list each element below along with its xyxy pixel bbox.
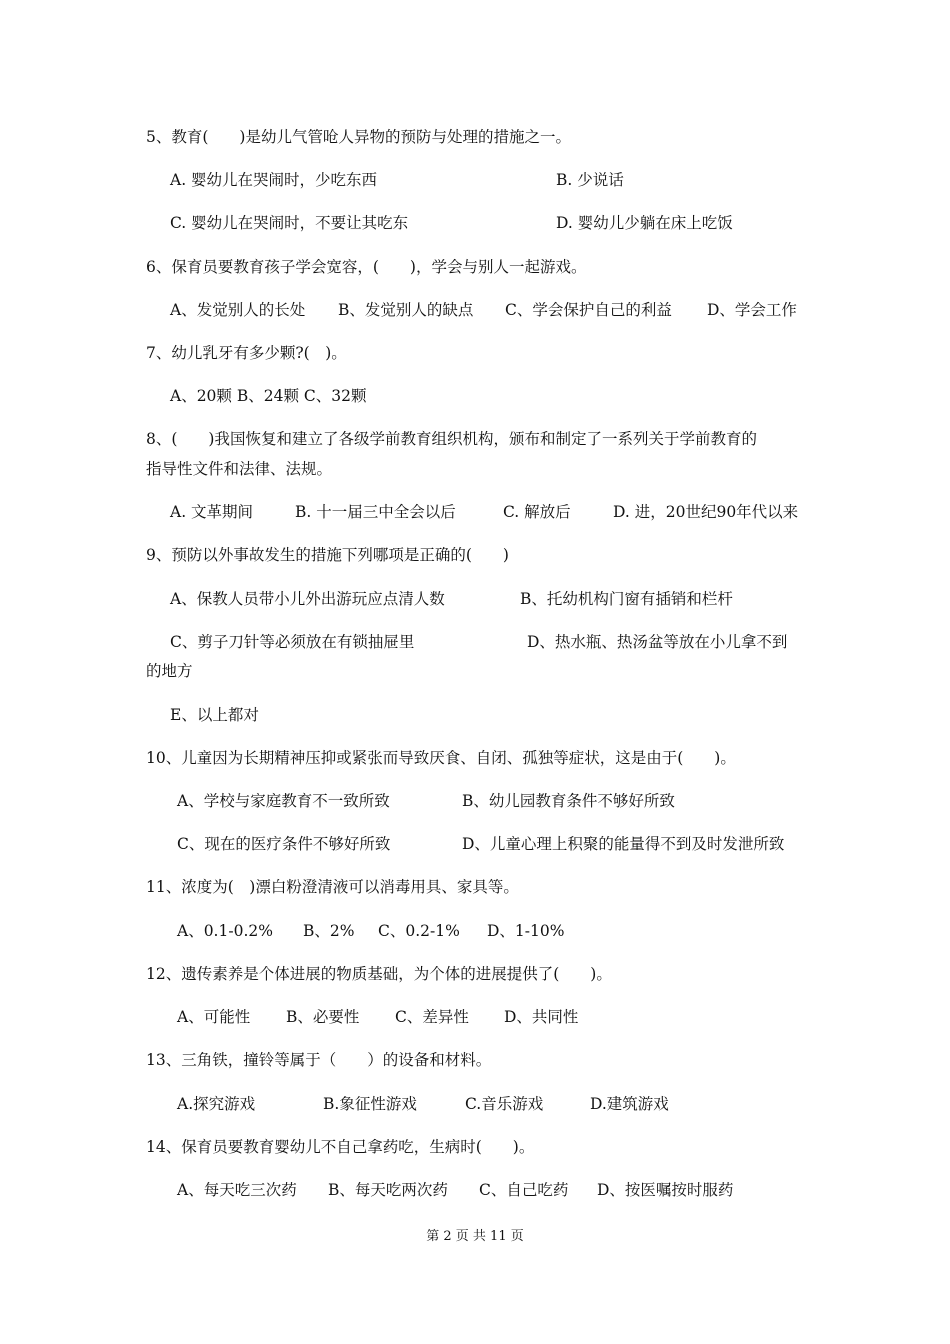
question-5-option-c: C. 婴幼儿在哭闹时，不要让其吃东 — [170, 214, 409, 232]
question-9-option-b: B、托幼机构门窗有插销和栏杆 — [520, 590, 733, 608]
question-10-stem: 10、儿童因为长期精神压抑或紧张而导致厌食、自闭、孤独等症状，这是由于( )。 — [146, 749, 736, 767]
question-14-option-b: B、每天吃两次药 — [328, 1181, 448, 1199]
question-8-option-a: A. 文革期间 — [170, 503, 254, 521]
question-14-option-a: A、每天吃三次药 — [177, 1181, 297, 1199]
question-10-option-c: C、现在的医疗条件不够好所致 — [177, 835, 391, 853]
question-9-stem: 9、预防以外事故发生的措施下列哪项是正确的( ) — [146, 546, 509, 564]
question-7-options: A、20颗 B、24颗 C、32颗 — [170, 387, 367, 405]
question-9-option-e: E、以上都对 — [170, 706, 259, 724]
question-8-stem-line-1: 8、( )我国恢复和建立了各级学前教育组织机构，颁布和制定了一系列关于学前教育的 — [146, 430, 757, 448]
question-5-option-b: B. 少说话 — [556, 171, 624, 189]
question-6-stem: 6、保育员要教育孩子学会宽容，( )，学会与别人一起游戏。 — [146, 258, 587, 276]
question-11-option-a: A、0.1-0.2% — [177, 922, 273, 940]
question-7-stem: 7、幼儿乳牙有多少颗?( )。 — [146, 344, 347, 362]
question-12-stem: 12、遗传素养是个体进展的物质基础，为个体的进展提供了( )。 — [146, 965, 612, 983]
question-12-option-c: C、差异性 — [395, 1008, 469, 1026]
question-8-option-d: D. 进，20世纪90年代以来 — [613, 503, 799, 521]
question-14-stem: 14、保育员要教育婴幼儿不自己拿药吃，生病时( )。 — [146, 1138, 535, 1156]
question-13-option-d: D.建筑游戏 — [590, 1095, 669, 1113]
question-6-option-a: A、发觉别人的长处 — [170, 301, 306, 319]
question-5-stem: 5、教育( )是幼儿气管呛人异物的预防与处理的措施之一。 — [146, 128, 571, 146]
question-12-option-a: A、可能性 — [177, 1008, 251, 1026]
page-number-footer: 第 2 页 共 11 页 — [426, 1229, 524, 1244]
question-14-option-c: C、自己吃药 — [479, 1181, 569, 1199]
question-11-option-d: D、1-10% — [487, 922, 565, 940]
question-13-stem: 13、三角铁，撞铃等属于（ ）的设备和材料。 — [146, 1051, 492, 1069]
question-6-option-b: B、发觉别人的缺点 — [338, 301, 474, 319]
question-6-option-c: C、学会保护自己的利益 — [505, 301, 672, 319]
question-11-stem: 11、浓度为( )漂白粉澄清液可以消毒用具、家具等。 — [146, 878, 519, 896]
question-13-option-b: B.象征性游戏 — [323, 1095, 417, 1113]
question-12-option-b: B、必要性 — [286, 1008, 360, 1026]
question-5-option-d: D. 婴幼儿少躺在床上吃饭 — [556, 214, 733, 232]
question-14-option-d: D、按医嘱按时服药 — [597, 1181, 734, 1199]
question-11-option-c: C、0.2-1% — [378, 922, 460, 940]
question-13-option-a: A.探究游戏 — [177, 1095, 256, 1113]
question-9-option-d-wrap: 的地方 — [146, 662, 193, 680]
question-8-option-c: C. 解放后 — [503, 503, 571, 521]
question-9-option-a: A、保教人员带小儿外出游玩应点清人数 — [170, 590, 445, 608]
question-10-option-d: D、儿童心理上积聚的能量得不到及时发泄所致 — [462, 835, 785, 853]
question-13-option-c: C.音乐游戏 — [465, 1095, 544, 1113]
question-9-option-d: D、热水瓶、热汤盆等放在小儿拿不到 — [527, 633, 788, 651]
question-8-stem-line-2: 指导性文件和法律、法规。 — [146, 460, 333, 478]
question-10-option-a: A、学校与家庭教育不一致所致 — [177, 792, 390, 810]
question-5-option-a: A. 婴幼儿在哭闹时，少吃东西 — [170, 171, 378, 189]
question-10-option-b: B、幼儿园教育条件不够好所致 — [462, 792, 675, 810]
question-8-option-b: B. 十一届三中全会以后 — [295, 503, 456, 521]
question-9-option-c: C、剪子刀针等必须放在有锁抽屉里 — [170, 633, 415, 651]
question-6-option-d: D、学会工作 — [707, 301, 797, 319]
question-11-option-b: B、2% — [303, 922, 355, 940]
question-12-option-d: D、共同性 — [504, 1008, 579, 1026]
